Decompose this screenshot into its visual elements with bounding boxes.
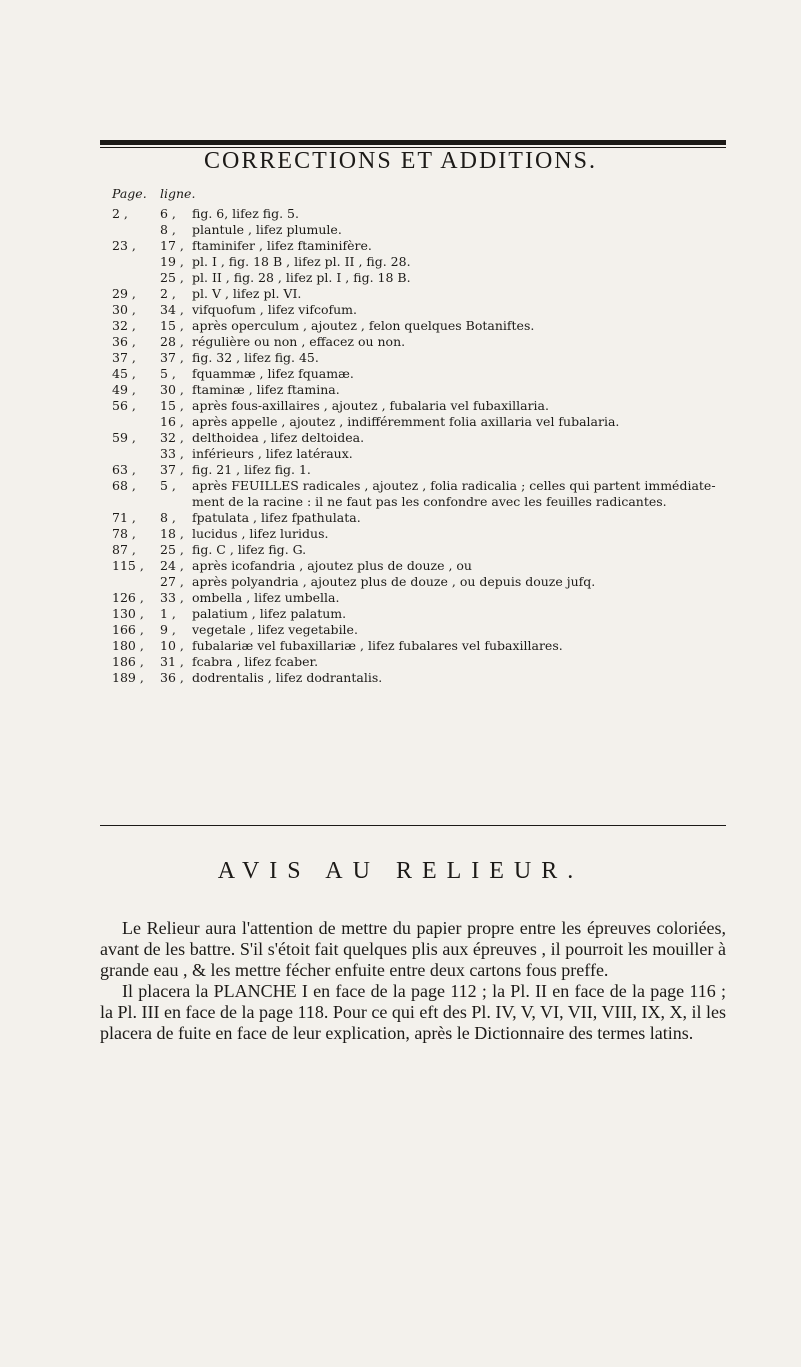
line-number: 6 , xyxy=(160,206,176,221)
correction-text: après polyandria , ajoutez plus de douze , ou depuis douze jufq. xyxy=(192,574,596,589)
correction-text: lucidus , lifez luridus. xyxy=(192,526,329,541)
line-number: 2 , xyxy=(160,286,176,301)
line-number: 16 , xyxy=(160,414,184,429)
line-number: 34 , xyxy=(160,302,184,317)
correction-text: fig. C , lifez fig. G. xyxy=(192,542,307,557)
line-number: 33 , xyxy=(160,590,184,605)
page-number: 180 , xyxy=(112,638,144,653)
correction-row xyxy=(0,238,801,254)
correction-row xyxy=(0,606,801,622)
correction-row xyxy=(0,654,801,670)
correction-text: fquammæ , lifez fquamæ. xyxy=(192,366,354,381)
page-number: 36 , xyxy=(112,334,136,349)
page-number: 87 , xyxy=(112,542,136,557)
page-number: 49 , xyxy=(112,382,136,397)
correction-text: après operculum , ajoutez , felon quelques Botaniftes. xyxy=(192,318,535,333)
correction-row xyxy=(0,446,801,462)
line-number: 28 , xyxy=(160,334,184,349)
page-number: 2 , xyxy=(112,206,128,221)
correction-text: dodrentalis , lifez dodrantalis. xyxy=(192,670,383,685)
correction-row xyxy=(0,494,801,510)
correction-row xyxy=(0,414,801,430)
corrections-list xyxy=(0,206,801,686)
line-number: 25 , xyxy=(160,542,184,557)
line-number: 18 , xyxy=(160,526,184,541)
correction-text: fubalariæ vel fubaxillariæ , lifez fubalares vel fubaxillares. xyxy=(192,638,563,653)
correction-text: ftaminifer , lifez ftaminifère. xyxy=(192,238,372,253)
page-number: 189 , xyxy=(112,670,144,685)
line-number: 19 , xyxy=(160,254,184,269)
page-number: 63 , xyxy=(112,462,136,477)
avis-paragraph-1: Le Relieur aura l'attention de mettre du papier propre entre les épreuves coloriées, avant de les battre. S'il s'étoit fait quelques plis aux épreuves , il pourroit les mouiller à grande eau , & les mettre fécher enfuite entre deux cartons fous preffe. xyxy=(100,918,726,980)
correction-row xyxy=(0,366,801,382)
line-number: 8 , xyxy=(160,222,176,237)
correction-text: fcabra , lifez fcaber. xyxy=(192,654,319,669)
page-number: 29 , xyxy=(112,286,136,301)
line-number: 31 , xyxy=(160,654,184,669)
correction-row xyxy=(0,638,801,654)
correction-row xyxy=(0,670,801,686)
page-number: 56 , xyxy=(112,398,136,413)
page-number: 30 , xyxy=(112,302,136,317)
correction-text: après fous-axillaires , ajoutez , fubalaria vel fubaxillaria. xyxy=(192,398,549,413)
page-number: 130 , xyxy=(112,606,144,621)
correction-text: fpatulata , lifez fpathulata. xyxy=(192,510,361,525)
page-number: 45 , xyxy=(112,366,136,381)
page-number: 126 , xyxy=(112,590,144,605)
line-number: 15 , xyxy=(160,318,184,333)
page-number: 68 , xyxy=(112,478,136,493)
correction-text: fig. 21 , lifez fig. 1. xyxy=(192,462,311,477)
page-number: 32 , xyxy=(112,318,136,333)
line-number: 25 , xyxy=(160,270,184,285)
line-number: 37 , xyxy=(160,350,184,365)
line-number: 1 , xyxy=(160,606,176,621)
correction-text: inférieurs , lifez latéraux. xyxy=(192,446,353,461)
correction-row xyxy=(0,526,801,542)
line-number: 36 , xyxy=(160,670,184,685)
correction-row xyxy=(0,510,801,526)
correction-row xyxy=(0,350,801,366)
correction-text: fig. 32 , lifez fig. 45. xyxy=(192,350,319,365)
page-number: 23 , xyxy=(112,238,136,253)
line-number: 33 , xyxy=(160,446,184,461)
correction-row xyxy=(0,382,801,398)
line-number: 5 , xyxy=(160,478,176,493)
avis-paragraph-2: Il placera la PLANCHE I en face de la page 112 ; la Pl. II en face de la page 116 ; la Pl. III en face de la page 118. Pour ce qui eft des Pl. IV, V, VI, VII, VIII, IX, X, il les placera de fuite en face de leur explication, après le Dictionnaire des termes latins. xyxy=(100,981,726,1043)
page-number: 59 , xyxy=(112,430,136,445)
line-number: 10 , xyxy=(160,638,184,653)
line-number: 9 , xyxy=(160,622,176,637)
correction-row xyxy=(0,270,801,286)
page-number: 115 , xyxy=(112,558,144,573)
line-number: 17 , xyxy=(160,238,184,253)
line-number: 27 , xyxy=(160,574,184,589)
correction-text: ment de la racine : il ne faut pas les confondre avec les feuilles radicantes. xyxy=(192,494,667,509)
correction-text: après FEUILLES radicales , ajoutez , folia radicalia ; celles qui partent immédiate- xyxy=(192,478,716,493)
page-number: 71 , xyxy=(112,510,136,525)
line-number: 32 , xyxy=(160,430,184,445)
correction-row xyxy=(0,478,801,494)
correction-text: après appelle , ajoutez , indifféremment folia axillaria vel fubalaria. xyxy=(192,414,620,429)
correction-row xyxy=(0,254,801,270)
line-number: 5 , xyxy=(160,366,176,381)
avis-title: AVIS AU RELIEUR. xyxy=(217,858,584,884)
correction-text: ftaminæ , lifez ftamina. xyxy=(192,382,340,397)
page-number: 166 , xyxy=(112,622,144,637)
correction-row xyxy=(0,430,801,446)
page-number: 37 , xyxy=(112,350,136,365)
line-number: 24 , xyxy=(160,558,184,573)
correction-row xyxy=(0,590,801,606)
correction-row xyxy=(0,462,801,478)
correction-row xyxy=(0,398,801,414)
correction-text: pl. V , lifez pl. VI. xyxy=(192,286,302,301)
correction-text: régulière ou non , effacez ou non. xyxy=(192,334,406,349)
correction-text: pl. II , fig. 28 , lifez pl. I , fig. 18 B. xyxy=(192,270,411,285)
header-rule-thick xyxy=(100,140,726,145)
line-number: 30 , xyxy=(160,382,184,397)
correction-row xyxy=(0,286,801,302)
line-column-header: ligne. xyxy=(160,186,196,201)
line-number: 8 , xyxy=(160,510,176,525)
correction-text: fig. 6, lifez fig. 5. xyxy=(192,206,299,221)
correction-row xyxy=(0,542,801,558)
correction-row xyxy=(0,558,801,574)
section-divider xyxy=(100,825,726,826)
correction-row xyxy=(0,222,801,238)
page-number: 186 , xyxy=(112,654,144,669)
correction-text: delthoidea , lifez deltoidea. xyxy=(192,430,365,445)
avis-body xyxy=(100,918,726,1044)
correction-text: pl. I , fig. 18 B , lifez pl. II , fig. 28. xyxy=(192,254,411,269)
page-number: 78 , xyxy=(112,526,136,541)
correction-text: palatium , lifez palatum. xyxy=(192,606,347,621)
correction-row xyxy=(0,318,801,334)
page-title: CORRECTIONS ET ADDITIONS. xyxy=(204,148,597,174)
page-column-header: Page. xyxy=(112,186,147,201)
correction-text: plantule , lifez plumule. xyxy=(192,222,342,237)
line-number: 15 , xyxy=(160,398,184,413)
correction-text: après icofandria , ajoutez plus de douze , ou xyxy=(192,558,472,573)
correction-row xyxy=(0,302,801,318)
correction-row xyxy=(0,206,801,222)
correction-row xyxy=(0,622,801,638)
correction-text: vifquofum , lifez vifcofum. xyxy=(192,302,358,317)
correction-row xyxy=(0,574,801,590)
line-number: 37 , xyxy=(160,462,184,477)
correction-text: vegetale , lifez vegetabile. xyxy=(192,622,358,637)
correction-row xyxy=(0,334,801,350)
correction-text: ombella , lifez umbella. xyxy=(192,590,340,605)
